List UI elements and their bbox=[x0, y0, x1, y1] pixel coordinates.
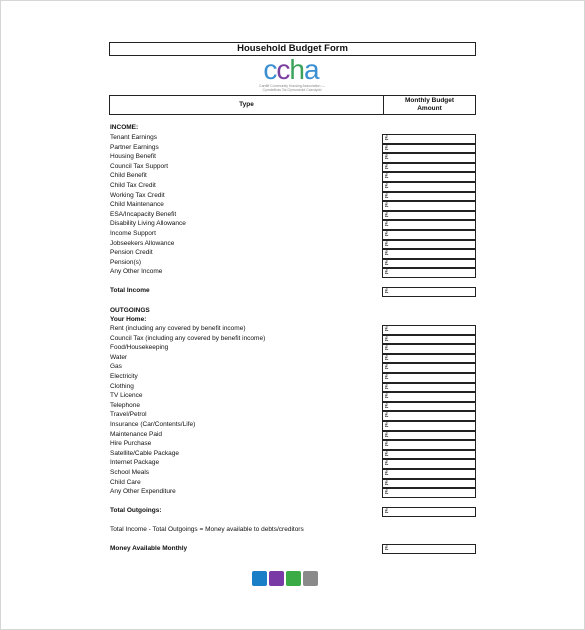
footer-color-squares bbox=[252, 571, 318, 586]
income-item-label: Jobseekers Allowance bbox=[110, 239, 175, 247]
outgoing-amount-field[interactable]: £ bbox=[382, 344, 476, 354]
outgoing-amount-field[interactable]: £ bbox=[382, 383, 476, 393]
income-amount-field[interactable]: £ bbox=[382, 230, 476, 240]
income-item-label: Child Benefit bbox=[110, 172, 147, 180]
income-amount-field[interactable]: £ bbox=[382, 192, 476, 202]
total-outgoings-label: Total Outgoings: bbox=[110, 507, 162, 514]
outgoing-amount-field[interactable]: £ bbox=[382, 469, 476, 479]
outgoing-item-label: Gas bbox=[110, 363, 122, 371]
income-amount-field[interactable]: £ bbox=[382, 259, 476, 269]
income-item-label: Disability Living Allowance bbox=[110, 220, 186, 228]
income-amount-field[interactable]: £ bbox=[382, 163, 476, 173]
outgoing-amount-field[interactable]: £ bbox=[382, 450, 476, 460]
outgoing-amount-field[interactable]: £ bbox=[382, 459, 476, 469]
outgoing-amount-field[interactable]: £ bbox=[382, 325, 476, 335]
logo-tagline: Cardiff Community Housing Association — Cymdeithas Tai Gymunedol Caerdydd bbox=[259, 84, 325, 92]
outgoing-item-label: Rent (including any covered by benefit income) bbox=[110, 325, 246, 332]
outgoing-item-label: TV Licence bbox=[110, 392, 143, 400]
outgoing-amount-field[interactable]: £ bbox=[382, 411, 476, 421]
income-amount-field[interactable]: £ bbox=[382, 249, 476, 259]
outgoing-item-label: Telephone bbox=[110, 401, 140, 409]
logo-letter: c bbox=[276, 54, 290, 85]
formula-note: Total Income - Total Outgoings = Money available to debts/creditors bbox=[110, 526, 304, 533]
income-amount-field[interactable]: £ bbox=[382, 172, 476, 182]
income-amount-field[interactable]: £ bbox=[382, 211, 476, 221]
income-amount-field[interactable]: £ bbox=[382, 144, 476, 154]
outgoing-item-label: Food/Housekeeping bbox=[110, 344, 169, 352]
outgoing-item-label: Maintenance Paid bbox=[110, 430, 163, 438]
outgoing-item-label: Clothing bbox=[110, 382, 134, 390]
outgoing-amount-field[interactable]: £ bbox=[382, 431, 476, 441]
logo-letter: c bbox=[263, 54, 277, 85]
outgoing-amount-field[interactable]: £ bbox=[382, 488, 476, 498]
income-item-label: Tenant Earnings bbox=[110, 134, 157, 141]
income-item-label: Housing Benefit bbox=[110, 153, 156, 161]
outgoing-item-label: Water bbox=[110, 353, 128, 361]
logo-letter: a bbox=[304, 54, 319, 85]
outgoing-amount-field[interactable]: £ bbox=[382, 421, 476, 431]
income-item-label: Council Tax Support bbox=[110, 162, 169, 170]
income-amount-field[interactable]: £ bbox=[382, 220, 476, 230]
income-heading: INCOME: bbox=[110, 124, 139, 131]
ccha-logo bbox=[251, 54, 331, 93]
outgoing-item-label: Satellite/Cable Package bbox=[110, 449, 180, 457]
income-item-label: Child Maintenance bbox=[110, 201, 164, 209]
footer-color-square bbox=[252, 571, 267, 586]
type-column-header: Type bbox=[110, 96, 384, 114]
logo-wordmark bbox=[251, 55, 331, 85]
logo-letter: h bbox=[289, 54, 304, 85]
outgoing-amount-field[interactable]: £ bbox=[382, 335, 476, 345]
footer-color-square bbox=[303, 571, 318, 586]
outgoing-item-label: Electricity bbox=[110, 373, 138, 380]
amount-column-header: Monthly Budget Amount bbox=[404, 97, 455, 112]
money-available-label: Money Available Monthly bbox=[110, 545, 188, 552]
outgoing-item-label: Council Tax (including any covered by benefit income) bbox=[110, 334, 266, 342]
outgoing-amount-field[interactable]: £ bbox=[382, 392, 476, 402]
money-available-field[interactable]: £ bbox=[382, 544, 476, 554]
outgoing-item-label: Any Other Expenditure bbox=[110, 488, 176, 496]
income-item-label: Partner Earnings bbox=[110, 143, 159, 151]
outgoing-amount-field[interactable]: £ bbox=[382, 402, 476, 412]
outgoing-amount-field[interactable]: £ bbox=[382, 354, 476, 364]
outgoings-heading: OUTGOINGS bbox=[110, 307, 150, 314]
income-item-label: Any Other Income bbox=[110, 268, 163, 276]
outgoing-item-label: Insurance (Car/Contents/Life) bbox=[110, 421, 196, 428]
table-header bbox=[109, 95, 476, 115]
outgoing-amount-field[interactable]: £ bbox=[382, 440, 476, 450]
income-item-label: Working Tax Credit bbox=[110, 191, 165, 199]
outgoing-item-label: Child Care bbox=[110, 478, 141, 486]
income-amount-field[interactable]: £ bbox=[382, 240, 476, 250]
income-item-label: Income Support bbox=[110, 230, 156, 237]
outgoing-item-label: Hire Purchase bbox=[110, 440, 152, 448]
income-item-label: Pension(s) bbox=[110, 258, 142, 266]
income-amount-field[interactable]: £ bbox=[382, 268, 476, 278]
income-item-label: Child Tax Credit bbox=[110, 182, 156, 189]
income-amount-field[interactable]: £ bbox=[382, 153, 476, 163]
outgoing-item-label: Travel/Petrol bbox=[110, 411, 147, 419]
outgoing-amount-field[interactable]: £ bbox=[382, 479, 476, 489]
outgoing-amount-field[interactable]: £ bbox=[382, 363, 476, 373]
income-item-label: Pension Credit bbox=[110, 249, 153, 257]
footer-color-square bbox=[269, 571, 284, 586]
income-amount-field[interactable]: £ bbox=[382, 201, 476, 211]
outgoing-item-label: Internet Package bbox=[110, 459, 160, 467]
form-title: Household Budget Form bbox=[109, 42, 476, 56]
total-income-label: Total Income bbox=[110, 287, 150, 294]
outgoing-amount-field[interactable]: £ bbox=[382, 373, 476, 383]
total-income-field[interactable]: £ bbox=[382, 287, 476, 297]
income-amount-field[interactable]: £ bbox=[382, 182, 476, 192]
total-outgoings-field[interactable]: £ bbox=[382, 507, 476, 517]
footer-color-square bbox=[286, 571, 301, 586]
income-item-label: ESA/Incapacity Benefit bbox=[110, 210, 177, 218]
your-home-subheading: Your Home: bbox=[110, 316, 147, 323]
income-amount-field[interactable]: £ bbox=[382, 134, 476, 144]
outgoing-item-label: School Meals bbox=[110, 469, 150, 476]
